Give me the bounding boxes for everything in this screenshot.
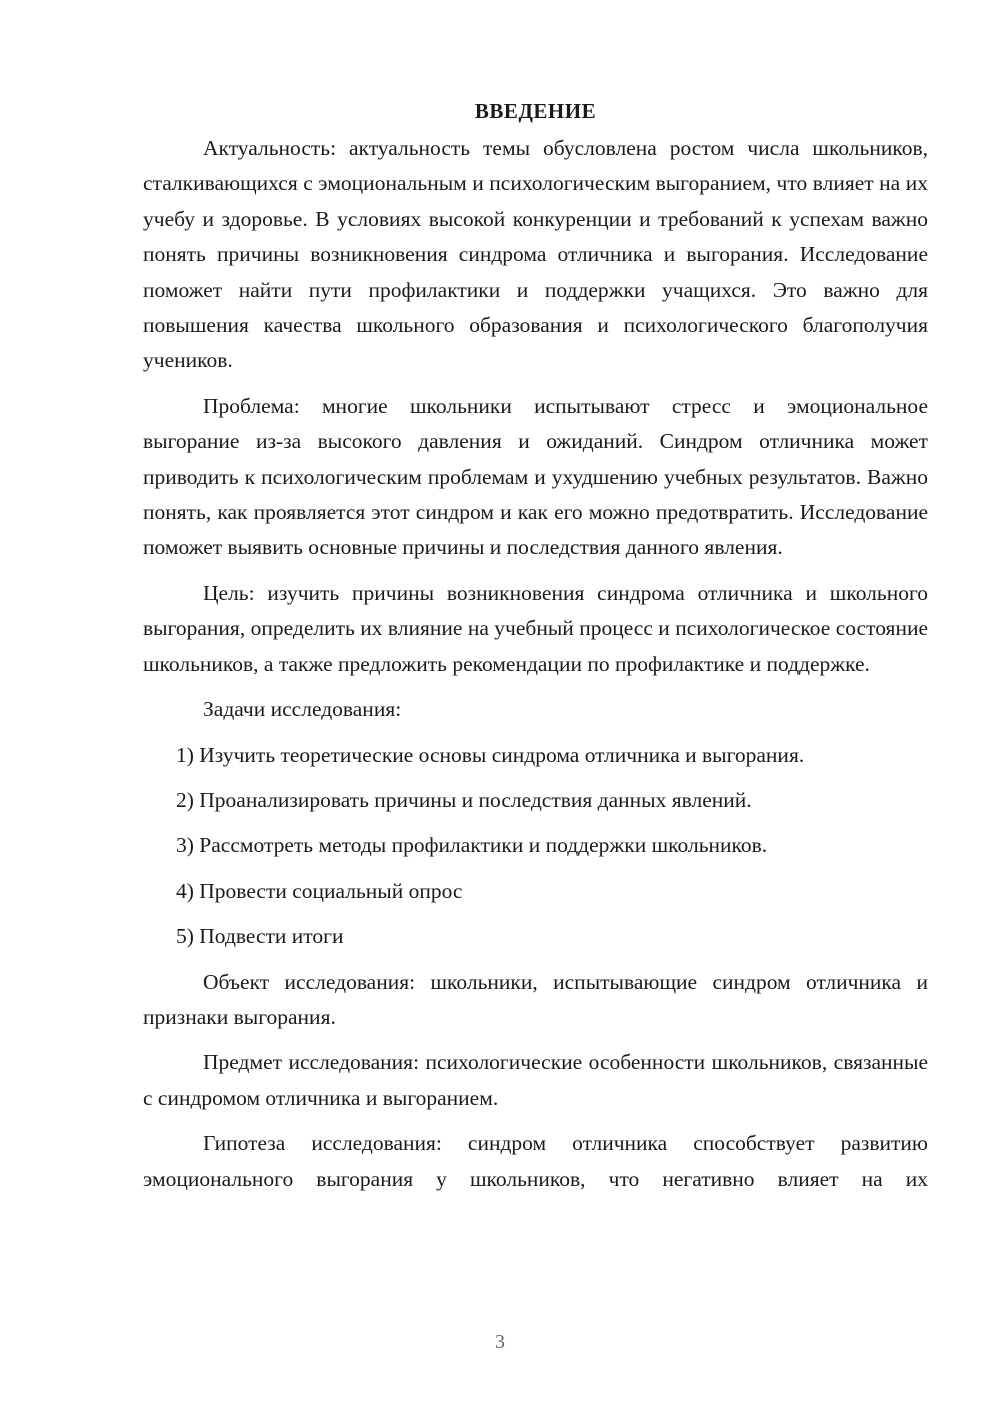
problem-paragraph: Проблема: многие школьники испытывают стресс и эмоциональное выгорание из-за высокого давления и ожиданий. Синдром отличника может приводить к психологическим проблемам и ухудшению учебных результатов. Важно понять, как проявляется этот синдром и как его можно предотвратить. Исследование поможет выявить основные причины и последствия данного явления. [143, 393, 928, 560]
tasks-label: Задачи исследования: [203, 697, 402, 722]
goal-paragraph: Цель: изучить причины возникновения синдрома отличника и школьного выгорания, определить их влияние на учебный процесс и психологическое состояние школьников, а также предложить рекомендации по профилактике и поддержке. [143, 580, 928, 676]
relevance-paragraph: Актуальность: актуальность темы обусловлена ростом числа школьников, сталкивающихся с эмоциональным и психологическим выгоранием, что влияет на их учебу и здоровье. В условиях высокой конкуренции и требований к успехам важно понять причины возникновения синдрома отличника и выгорания. Исследование поможет найти пути профилактики и поддержки учащихся. Это важно для повышения качества школьного образования и психологического благополучия учеников. [143, 136, 928, 373]
task-item: 3) Рассмотреть методы профилактики и поддержки школьников. [176, 833, 768, 858]
task-item: 5) Подвести итоги [176, 924, 344, 949]
hypothesis-paragraph: Гипотеза исследования: синдром отличника способствует развитию эмоционального выгорания у школьников, что негативно влияет на их [143, 1131, 928, 1191]
task-item: 4) Провести социальный опрос [176, 878, 463, 903]
object-paragraph: Объект исследования: школьники, испытывающие синдром отличника и признаки выгорания. [143, 969, 928, 1029]
page-number: 3 [495, 1331, 505, 1353]
tasks-list [143, 738, 928, 955]
subject-paragraph: Предмет исследования: психологические особенности школьников, связанные с синдромом отличника и выгоранием. [143, 1050, 928, 1110]
task-item: 2) Проанализировать причины и последствия данных явлений. [176, 787, 752, 812]
document-page [143, 95, 928, 1207]
task-item: 1) Изучить теоретические основы синдрома отличника и выгорания. [176, 742, 805, 767]
section-heading: ВВЕДЕНИЕ [474, 99, 597, 123]
